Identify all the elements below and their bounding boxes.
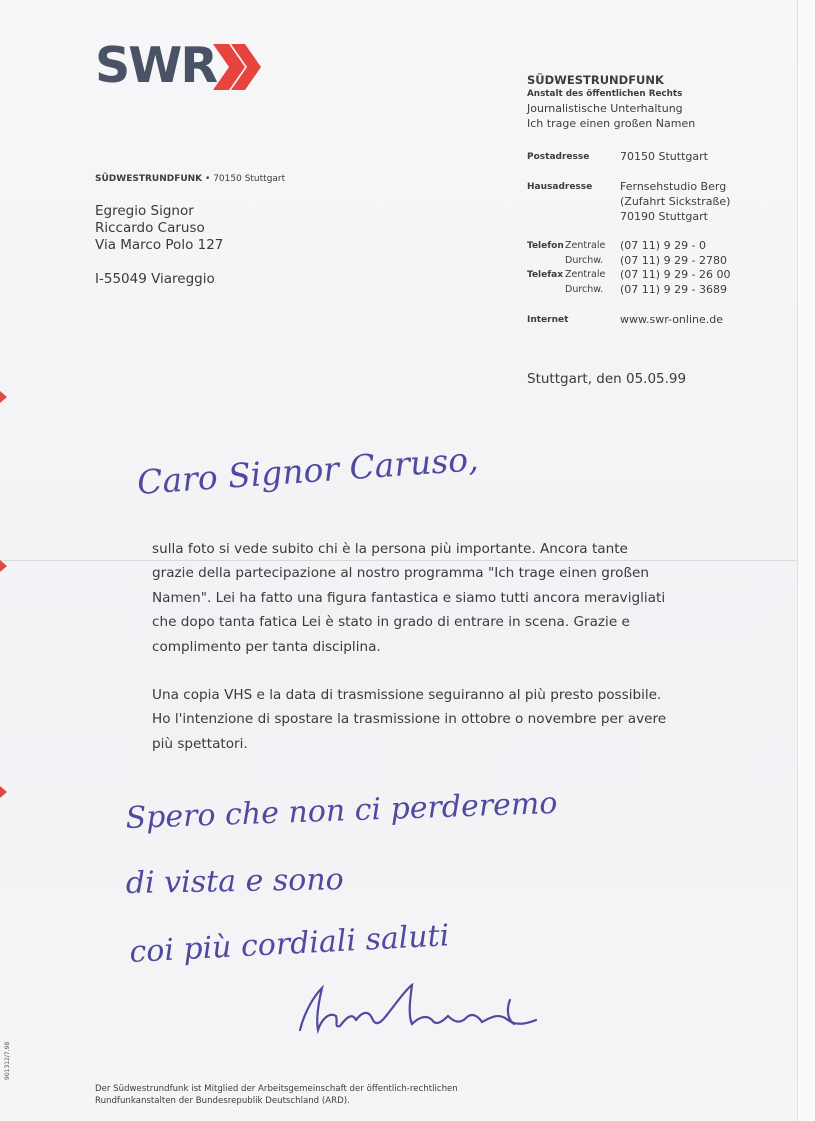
telefon-zentrale-value: (07 11) 9 29 - 0: [620, 239, 707, 252]
sender-name: SÜDWESTRUNDFUNK: [95, 174, 203, 184]
handwritten-greeting: Caro Signor Caruso,: [135, 439, 480, 502]
body-paragraph-2: [152, 683, 672, 756]
hausadresse-line: 70190 Stuttgart: [620, 210, 708, 223]
logo-text: SWR: [95, 37, 217, 94]
telefax-zentrale-value: (07 11) 9 29 - 26 00: [620, 268, 731, 281]
org-department: Journalistische Unterhaltung: [527, 102, 683, 115]
signature-icon: [300, 985, 536, 1030]
hausadresse-line: Fernsehstudio Berg: [620, 180, 727, 193]
recipient-line: Egregio Signor: [95, 203, 194, 219]
org-subtitle: Anstalt des öffentlichen Rechts: [527, 89, 683, 99]
telefon-label: Telefon: [527, 241, 564, 251]
handwritten-closing-line: Spero che non ci perderemo: [125, 785, 558, 836]
hausadresse-label: Hausadresse: [527, 182, 593, 192]
internet-value: www.swr-online.de: [620, 313, 723, 326]
telefon-durchw-value: (07 11) 9 29 - 2780: [620, 254, 728, 267]
handwritten-closing-line: coi più cordiali saluti: [128, 918, 451, 970]
paper-edge: [797, 0, 815, 1121]
postadresse-value: 70150 Stuttgart: [620, 150, 708, 163]
telefon-zentrale-label: Zentrale: [565, 240, 606, 251]
telefax-durchw-label: Durchw.: [565, 284, 604, 295]
footer-line: Rundfunkanstalten der Bundesrepublik Deutschland (ARD).: [95, 1095, 350, 1106]
footer-note: [95, 1084, 458, 1107]
body-text: sulla foto si vede subito chi è la persona più importante. Ancora tante grazie della partecipazione al nostro programma "Ich trage einen großen Namen". Lei ha fatto una figura fantastica e siamo tutti ancora meravigliati che dopo tanta fatica Lei è stato in grado di entrare in scena. Grazie e complimento per tanta disciplina.: [152, 541, 666, 655]
sender-city: • 70150 Stuttgart: [202, 174, 286, 184]
hausadresse-line: (Zufahrt Sickstraße): [620, 195, 731, 208]
telefax-zentrale-label: Zentrale: [565, 269, 606, 280]
footer-line: Der Südwestrundfunk ist Mitglied der Arbeitsgemeinschaft der öffentlich-rechtlichen: [95, 1084, 458, 1094]
letter-date: Stuttgart, den 05.05.99: [527, 371, 687, 387]
body-text: Una copia VHS e la data di trasmissione seguiranno al più presto possibile. Ho l'intenzione di spostare la trasmissione in ottobre o novembre per avere più spettatori.: [152, 687, 667, 752]
body-paragraph-1: [152, 537, 672, 659]
handwritten-closing-line: di vista e sono: [125, 862, 344, 901]
telefax-durchw-value: (07 11) 9 29 - 3689: [620, 283, 728, 296]
telefax-label: Telefax: [527, 270, 564, 280]
recipient-city: I-55049 Viareggio: [95, 271, 215, 287]
org-name: SÜDWESTRUNDFUNK: [527, 73, 664, 87]
recipient-line: Via Marco Polo 127: [95, 237, 224, 253]
org-program: Ich trage einen großen Namen: [527, 117, 696, 130]
postadresse-label: Postadresse: [527, 152, 590, 162]
form-code: 901312/7.98: [4, 1041, 11, 1080]
telefon-durchw-label: Durchw.: [565, 255, 604, 266]
internet-label: Internet: [527, 315, 569, 325]
recipient-line: Riccardo Caruso: [95, 220, 205, 236]
